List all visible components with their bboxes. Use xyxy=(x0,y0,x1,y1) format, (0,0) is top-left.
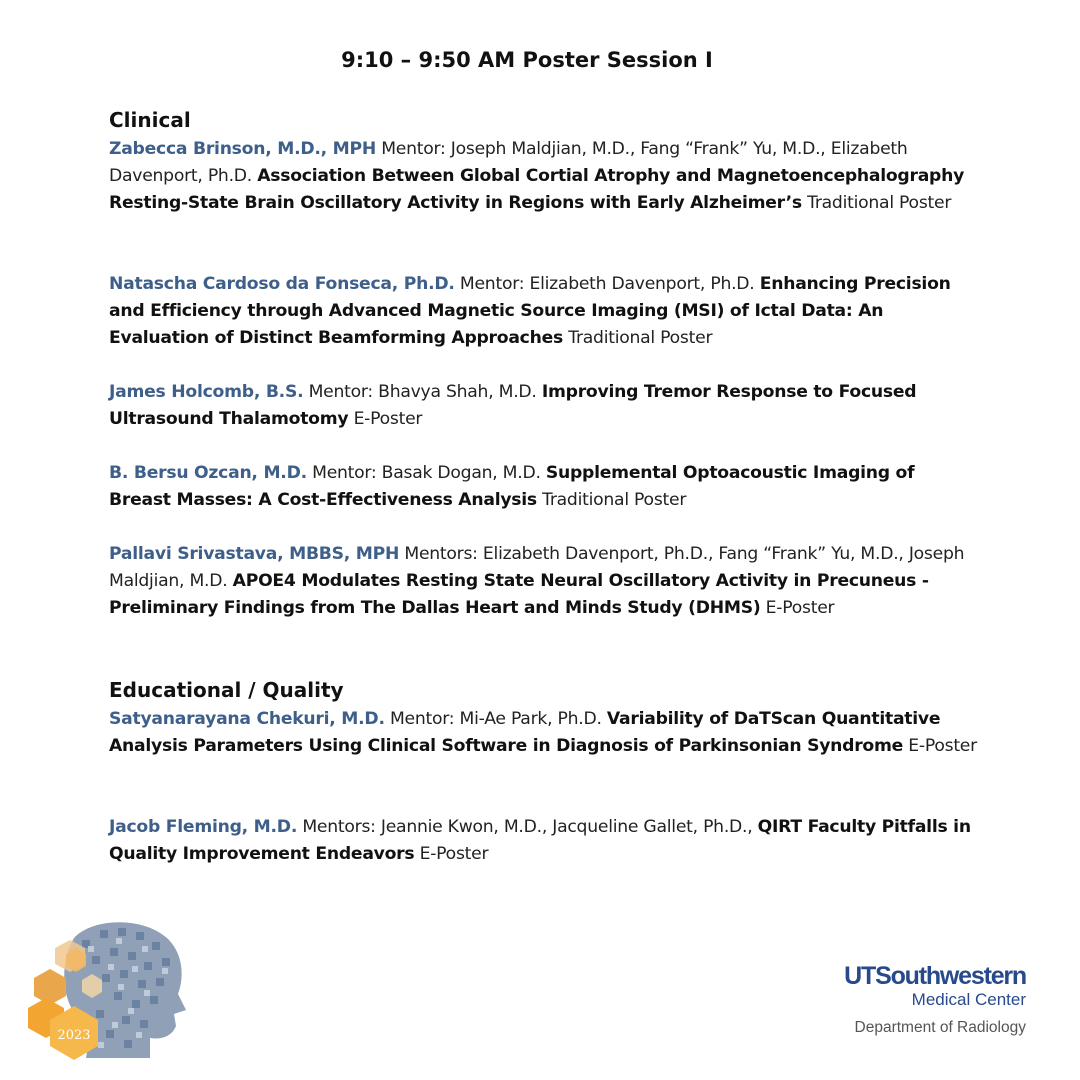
poster-type: E-Poster xyxy=(765,598,835,618)
logo-year: 2023 xyxy=(57,1028,91,1043)
poster-title: Association Between Global Cortial Atrophy and Magnetoencephalography Resting-State Brain Oscillatory Activity in Regions with Early Alzheimer’s xyxy=(109,166,965,213)
presenter-name: Satyanarayana Chekuri, M.D. xyxy=(109,709,385,729)
poster-type: E-Poster xyxy=(908,736,977,756)
poster-entry xyxy=(109,814,979,868)
mentor-text: Mentor: Joseph Maldjian, M.D., Fang “Frank” Yu, M.D., Elizabeth Davenport, Ph.D. xyxy=(109,139,908,186)
section-heading-educational: Educational / Quality xyxy=(109,678,344,702)
ut-southwestern-logo xyxy=(790,962,1026,1038)
ut-brand: UTSouthwestern xyxy=(844,962,1026,990)
poster-entry xyxy=(109,706,979,760)
poster-type: Traditional Poster xyxy=(807,193,952,213)
mentor-text: Mentor: Mi-Ae Park, Ph.D. xyxy=(389,709,602,729)
poster-title: Variability of DaTScan Quantitative Analysis Parameters Using Clinical Software in Diagnosis of Parkinsonian Syndrome xyxy=(109,709,941,756)
poster-title: QIRT Faculty Pitfalls in Quality Improvement Endeavors xyxy=(109,817,971,864)
mentor-text: Mentor: Basak Dogan, M.D. xyxy=(312,463,541,483)
poster-title: Supplemental Optoacoustic Imaging of Breast Masses: A Cost-Effectiveness Analysis xyxy=(109,463,915,510)
poster-type: Traditional Poster xyxy=(542,490,687,510)
mentor-text: Mentor: Bhavya Shah, M.D. xyxy=(308,382,537,402)
presenter-name: James Holcomb, B.S. xyxy=(109,382,304,402)
poster-title: Improving Tremor Response to Focused Ultrasound Thalamotomy xyxy=(109,382,917,429)
poster-title: Enhancing Precision and Efficiency through Advanced Magnetic Source Imaging (MSI) of Ictal Data: An Evaluation of Distinct Beamforming Approaches xyxy=(109,274,951,348)
presenter-name: Jacob Fleming, M.D. xyxy=(109,817,298,837)
poster-entry xyxy=(109,136,979,217)
mentor-text: Mentor: Elizabeth Davenport, Ph.D. xyxy=(459,274,755,294)
poster-entry xyxy=(109,271,979,352)
poster-type: E-Poster xyxy=(353,409,423,429)
section-heading-clinical: Clinical xyxy=(109,108,191,132)
department-name: Department of Radiology xyxy=(854,1019,1026,1036)
presenter-name: Natascha Cardoso da Fonseca, Ph.D. xyxy=(109,274,455,294)
presenter-name: Zabecca Brinson, M.D., MPH xyxy=(109,139,376,159)
presenter-name: B. Bersu Ozcan, M.D. xyxy=(109,463,307,483)
poster-entry xyxy=(109,379,979,433)
ut-subtitle: Medical Center xyxy=(911,990,1026,1009)
poster-entry xyxy=(109,460,979,514)
mentor-text: Mentors: Elizabeth Davenport, Ph.D., Fang “Frank” Yu, M.D., Joseph Maldjian, M.D. xyxy=(109,544,965,591)
conference-logo xyxy=(22,916,192,1070)
poster-type: E-Poster xyxy=(419,844,489,864)
poster-entry xyxy=(109,541,979,622)
presenter-name: Pallavi Srivastava, MBBS, MPH xyxy=(109,544,400,564)
poster-type: Traditional Poster xyxy=(568,328,713,348)
session-title: 9:10 – 9:50 AM Poster Session I xyxy=(341,48,713,72)
mentor-text: Mentors: Jeannie Kwon, M.D., Jacqueline Gallet, Ph.D., xyxy=(302,817,753,837)
poster-title: APOE4 Modulates Resting State Neural Oscillatory Activity in Precuneus - Preliminary Findings from The Dallas Heart and Minds Study (DHMS) xyxy=(109,571,929,618)
